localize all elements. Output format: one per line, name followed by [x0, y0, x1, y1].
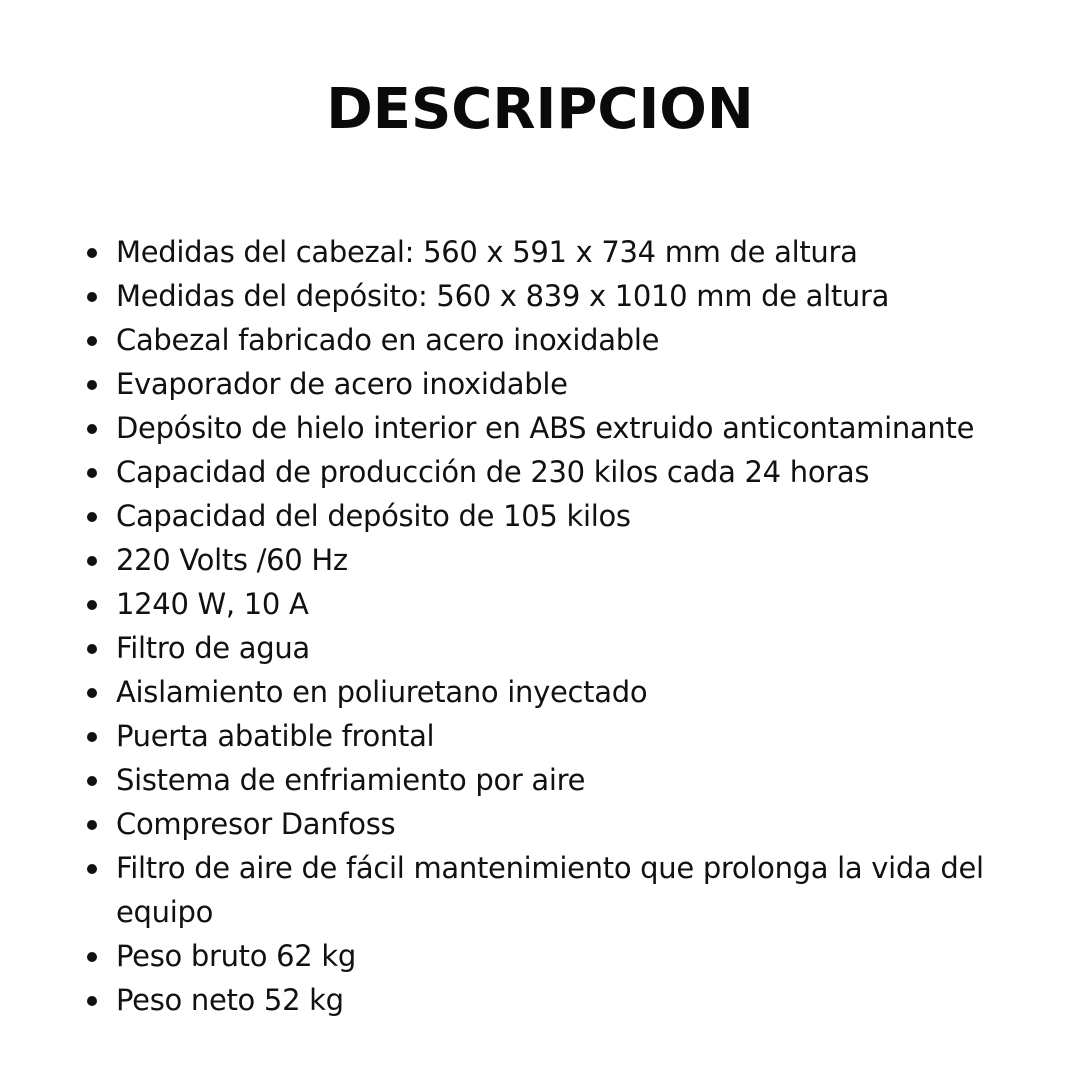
list-item-text: Peso neto 52 kg — [116, 983, 344, 1017]
list-item-text: Peso bruto 62 kg — [116, 939, 356, 973]
list-item — [116, 274, 1046, 318]
bullet-icon — [87, 688, 97, 698]
list-item — [116, 758, 1046, 802]
list-item — [116, 318, 1046, 362]
list-item-text: Capacidad del depósito de 105 kilos — [116, 499, 631, 533]
list-item-text: Depósito de hielo interior en ABS extruido anticontaminante — [116, 411, 975, 445]
list-item — [116, 450, 1046, 494]
list-item-text: Cabezal fabricado en acero inoxidable — [116, 323, 660, 357]
bullet-icon — [87, 380, 97, 390]
list-item-text: Puerta abatible frontal — [116, 719, 435, 753]
list-item — [116, 494, 1046, 538]
list-item-text: Filtro de agua — [116, 631, 310, 665]
bullet-icon — [87, 644, 97, 654]
list-item-text: Aislamiento en poliuretano inyectado — [116, 675, 648, 709]
list-item-text: Evaporador de acero inoxidable — [116, 367, 568, 401]
list-item — [116, 362, 1046, 406]
list-item — [116, 406, 1046, 450]
bullet-icon — [87, 468, 97, 478]
bullet-icon — [87, 248, 97, 258]
list-item-text: Compresor Danfoss — [116, 807, 396, 841]
bullet-icon — [87, 952, 97, 962]
bullet-icon — [87, 424, 97, 434]
bullet-icon — [87, 512, 97, 522]
bullet-icon — [87, 996, 97, 1006]
bullet-icon — [87, 600, 97, 610]
list-item-text: 220 Volts /60 Hz — [116, 543, 348, 577]
bullet-icon — [87, 820, 97, 830]
list-item — [116, 714, 1046, 758]
list-item — [116, 538, 1046, 582]
bullet-icon — [87, 336, 97, 346]
bullet-icon — [87, 292, 97, 302]
list-item — [116, 670, 1046, 714]
list-item — [116, 802, 1046, 846]
list-item-text: Sistema de enfriamiento por aire — [116, 763, 586, 797]
bullet-icon — [87, 864, 97, 874]
list-item — [116, 582, 1046, 626]
list-item-text: 1240 W, 10 A — [116, 587, 309, 621]
spec-list — [116, 230, 1046, 1022]
list-item — [116, 978, 1046, 1022]
bullet-icon — [87, 556, 97, 566]
list-item-text: Medidas del depósito: 560 x 839 x 1010 mm de altura — [116, 279, 890, 313]
list-item-text: Filtro de aire de fácil mantenimiento que prolonga la vida del equipo — [116, 851, 984, 929]
list-item — [116, 846, 1046, 934]
list-item — [116, 626, 1046, 670]
list-item — [116, 934, 1046, 978]
list-item-text: Medidas del cabezal: 560 x 591 x 734 mm de altura — [116, 235, 858, 269]
bullet-icon — [87, 732, 97, 742]
list-item-text: Capacidad de producción de 230 kilos cada 24 horas — [116, 455, 870, 489]
list-item — [116, 230, 1046, 274]
bullet-icon — [87, 776, 97, 786]
page-title: DESCRIPCION — [326, 77, 754, 142]
